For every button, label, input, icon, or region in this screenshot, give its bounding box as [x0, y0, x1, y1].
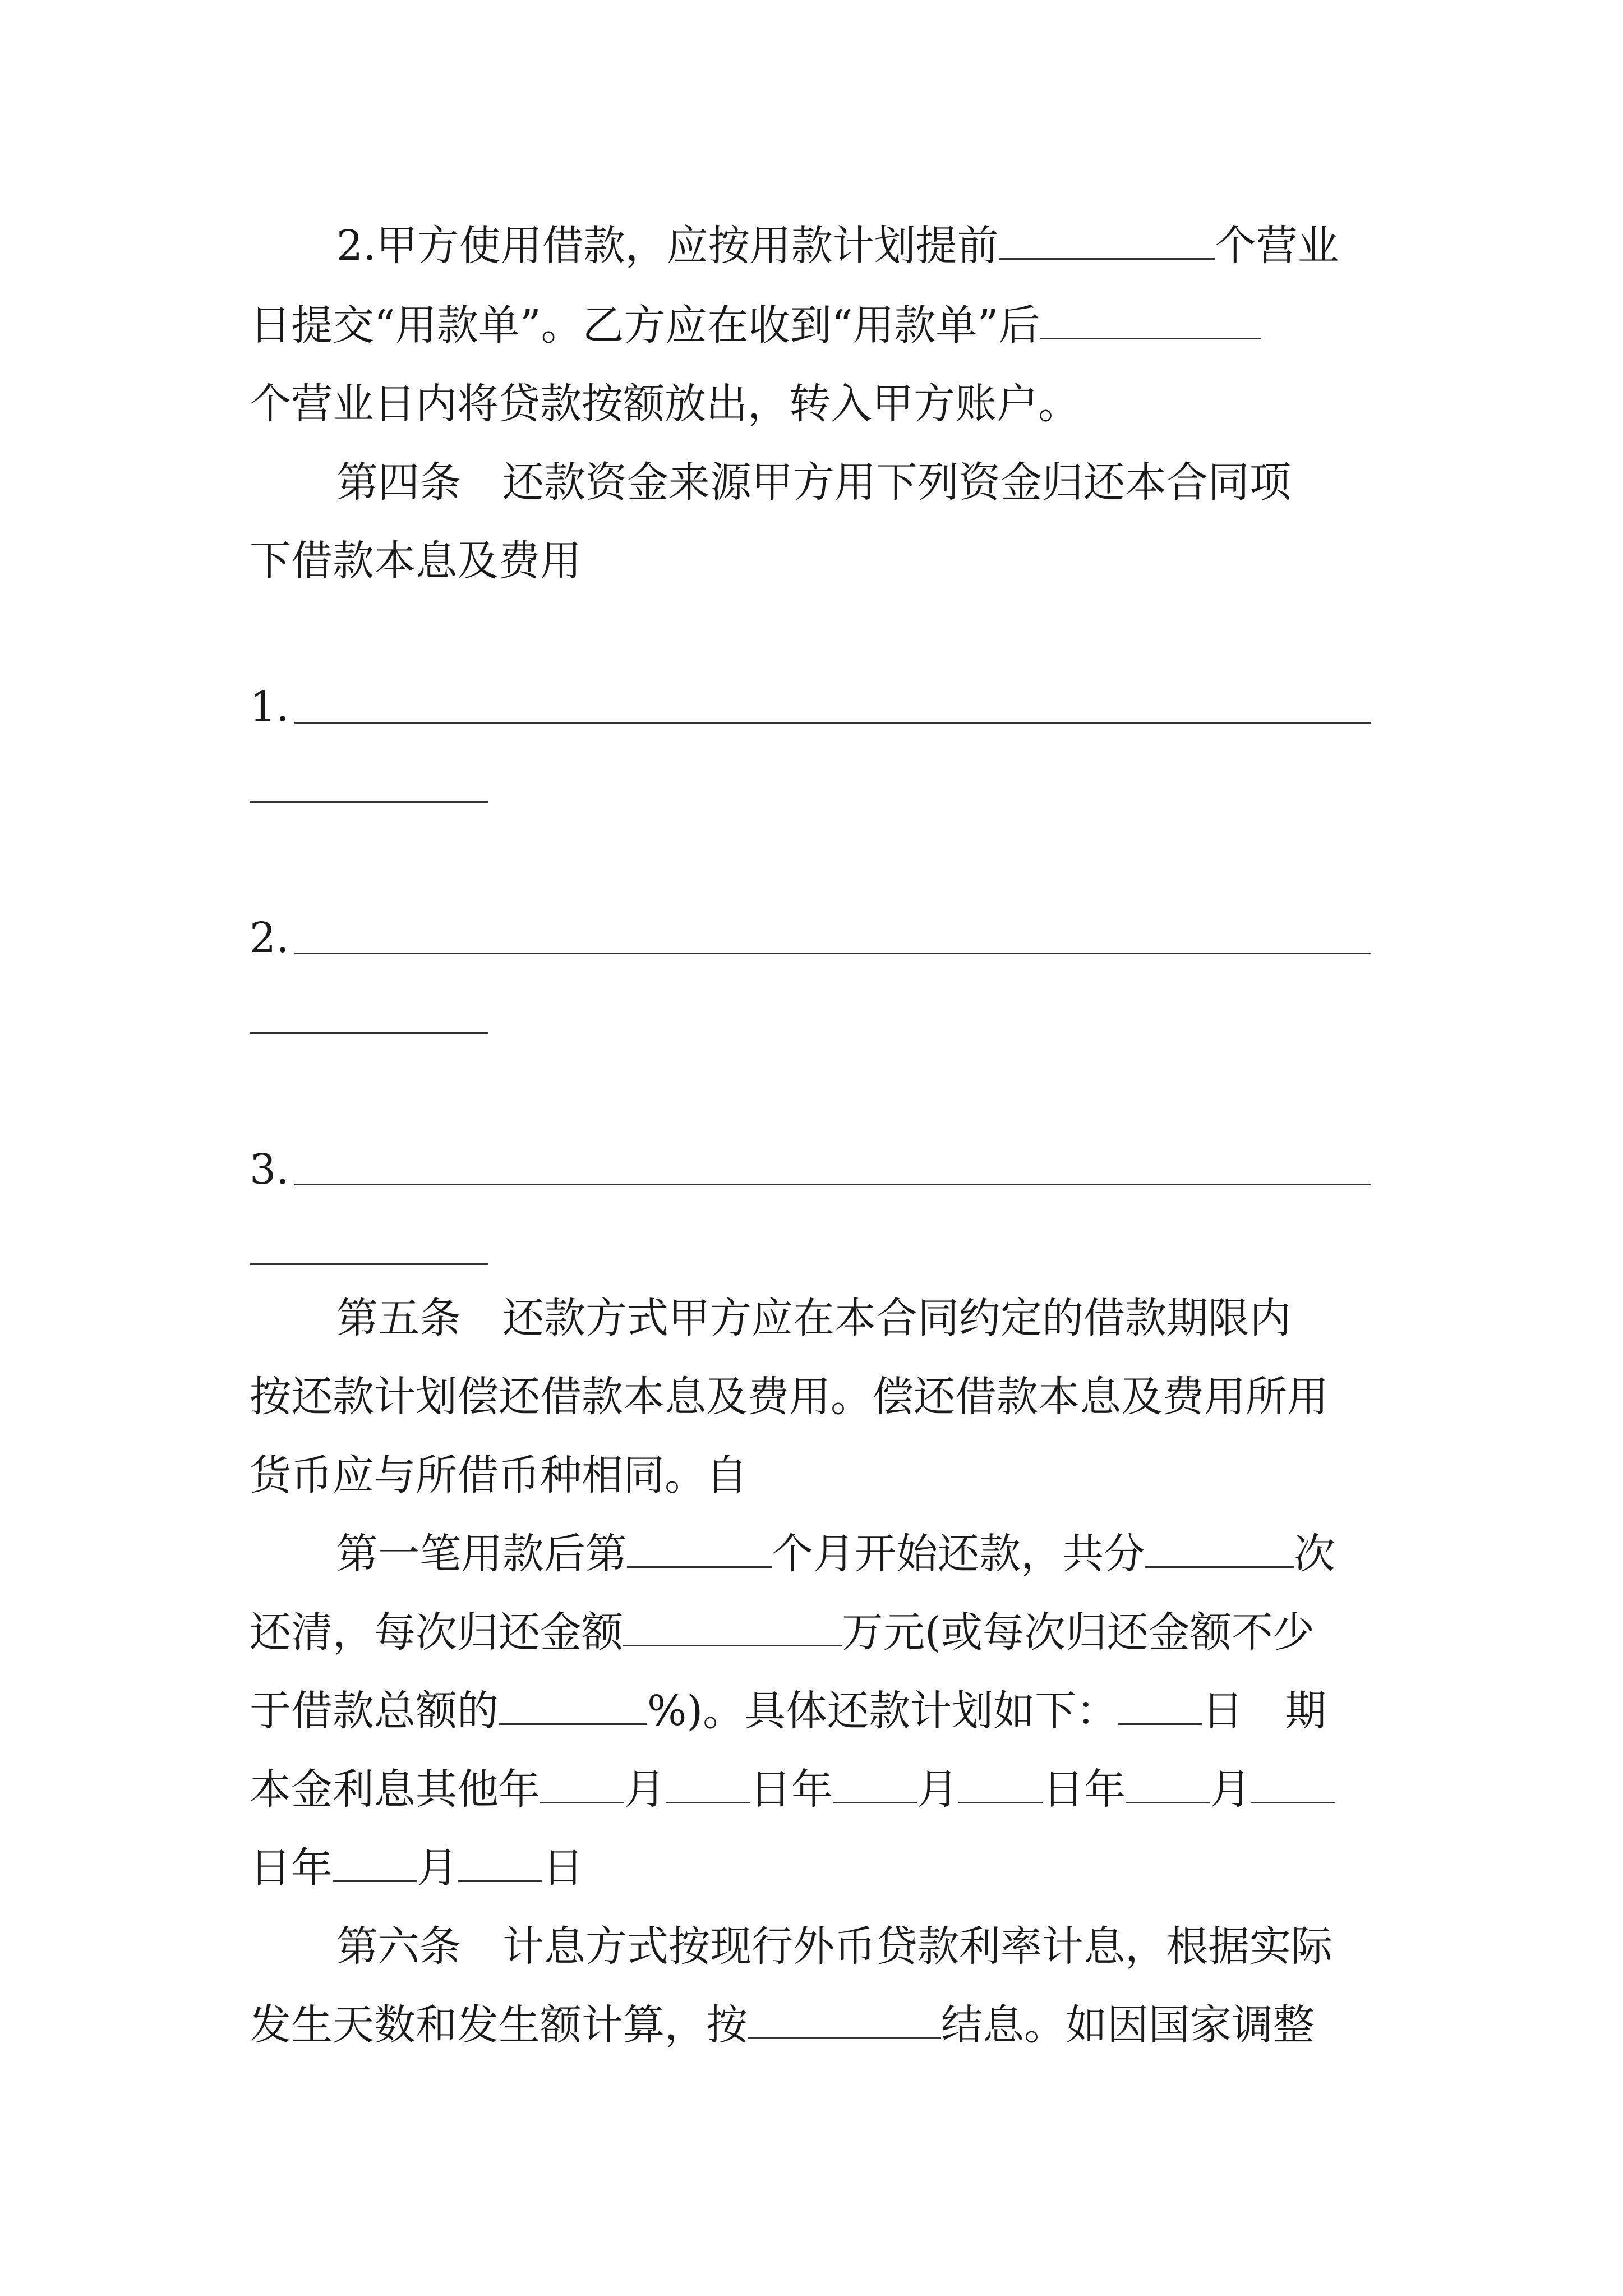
clause6-text-1: 第六条 计息方式按现行外币贷款利率计息，根据实际: [336, 1922, 1332, 1971]
month-blank-1[interactable]: [540, 1761, 624, 1803]
clause5-text-2: 按还款计划偿还借款本息及费用。偿还借款本息及费用所用: [250, 1373, 1329, 1421]
clause3-item2-line2: [250, 292, 1261, 359]
clause5-text-1: 第五条 还款方式甲方应在本合同约定的借款期限内: [336, 1294, 1291, 1342]
clause6-line1: [336, 1913, 1332, 1980]
clause5-line3: [250, 1442, 748, 1509]
schedule-blank-1[interactable]: [1118, 1683, 1202, 1725]
clause5-text-8b: 月: [417, 1844, 458, 1892]
clause5-line2: [250, 1363, 1329, 1430]
repayment-source-3-blank[interactable]: [294, 1184, 1371, 1185]
clause4-text-1: 第四条 还款资金来源甲方用下列资金归还本合同项: [336, 458, 1291, 507]
clause6-text-2b: 结息。如因国家调整: [941, 2001, 1315, 2049]
clause3-item2-text-b: 个营业: [1214, 222, 1339, 270]
clause5-text-4c: 次: [1294, 1530, 1335, 1578]
clause5-text-5a: 还清，每次归还金额: [250, 1608, 623, 1657]
clause5-text-7a: 本金利息其他年: [250, 1765, 540, 1814]
item-1-number: 1.: [250, 683, 289, 731]
repayment-source-2-blank-cont[interactable]: [250, 1032, 488, 1034]
repayment-source-item-1: [250, 673, 289, 740]
amount-each-blank[interactable]: [623, 1604, 842, 1646]
clause5-line6: [250, 1677, 1326, 1745]
repayment-source-2-blank[interactable]: [294, 953, 1371, 954]
item-2-number: 2.: [250, 914, 289, 962]
clause5-text-6c: 日 期: [1202, 1687, 1327, 1735]
clause5-line8: [250, 1834, 584, 1902]
day-blank-2[interactable]: [958, 1761, 1043, 1803]
clause5-text-7b: 月: [624, 1765, 666, 1814]
disburse-days-blank[interactable]: [1040, 297, 1261, 339]
clause5-text-5b: 万元(或每次归还金额不少: [842, 1608, 1315, 1657]
day-blank-4[interactable]: [458, 1840, 542, 1882]
clause5-text-7d: 月: [917, 1765, 958, 1814]
clause3-item2-text-a: 2.甲方使用借款，应按用款计划提前: [336, 222, 999, 270]
month-blank-4[interactable]: [333, 1840, 417, 1882]
day-blank-3[interactable]: [1251, 1761, 1335, 1803]
repayment-source-1-blank-cont[interactable]: [250, 801, 488, 803]
clause6-line2: [250, 1991, 1315, 2059]
day-blank-1[interactable]: [666, 1761, 750, 1803]
clause5-line4: [336, 1520, 1335, 1588]
repayment-source-3-blank-cont[interactable]: [250, 1263, 488, 1265]
item-3-number: 3.: [250, 1145, 289, 1194]
clause5-text-8c: 日: [542, 1844, 584, 1892]
clause5-text-7c: 日年: [750, 1765, 833, 1814]
clause3-item2-text-c: 日提交“用款单”。乙方应在收到“用款单”后: [250, 301, 1040, 349]
clause5-line5: [250, 1599, 1315, 1666]
clause5-text-7f: 月: [1210, 1765, 1251, 1814]
clause5-text-6b: %)。具体还款计划如下：: [647, 1687, 1118, 1735]
clause5-text-7e: 日年: [1043, 1765, 1126, 1814]
clause5-text-6a: 于借款总额的: [250, 1687, 499, 1735]
repayment-source-1-blank[interactable]: [294, 722, 1371, 724]
repayment-source-item-3: [250, 1136, 289, 1203]
clause3-item2-text-d: 个营业日内将贷款按额放出，转入甲方账户。: [250, 380, 1080, 428]
month-blank-3[interactable]: [1126, 1761, 1210, 1803]
clause5-text-8a: 日年: [250, 1844, 333, 1892]
installments-blank[interactable]: [1145, 1526, 1294, 1568]
clause6-text-2a: 发生天数和发生额计算，按: [250, 2001, 748, 2049]
clause5-line1: [336, 1285, 1291, 1352]
repayment-source-item-2: [250, 904, 289, 972]
clause5-text-3: 货币应与所借币种相同。自: [250, 1451, 748, 1499]
clause5-text-4b: 个月开始还款，共分: [772, 1530, 1145, 1578]
lead-days-blank[interactable]: [999, 218, 1215, 260]
clause5-text-4a: 第一笔用款后第: [336, 1530, 627, 1578]
interest-settlement-blank[interactable]: [748, 1997, 941, 2039]
clause4-heading-line2: [250, 527, 582, 595]
clause5-line7: [250, 1756, 1335, 1823]
percent-blank[interactable]: [499, 1683, 647, 1725]
clause3-item2-line3: [250, 370, 1080, 438]
clause4-text-2: 下借款本息及费用: [250, 537, 582, 585]
clause3-item2-line1: [336, 212, 1339, 279]
clause4-heading-line1: [336, 449, 1291, 516]
month-blank-2[interactable]: [833, 1761, 917, 1803]
start-month-blank[interactable]: [627, 1526, 772, 1568]
